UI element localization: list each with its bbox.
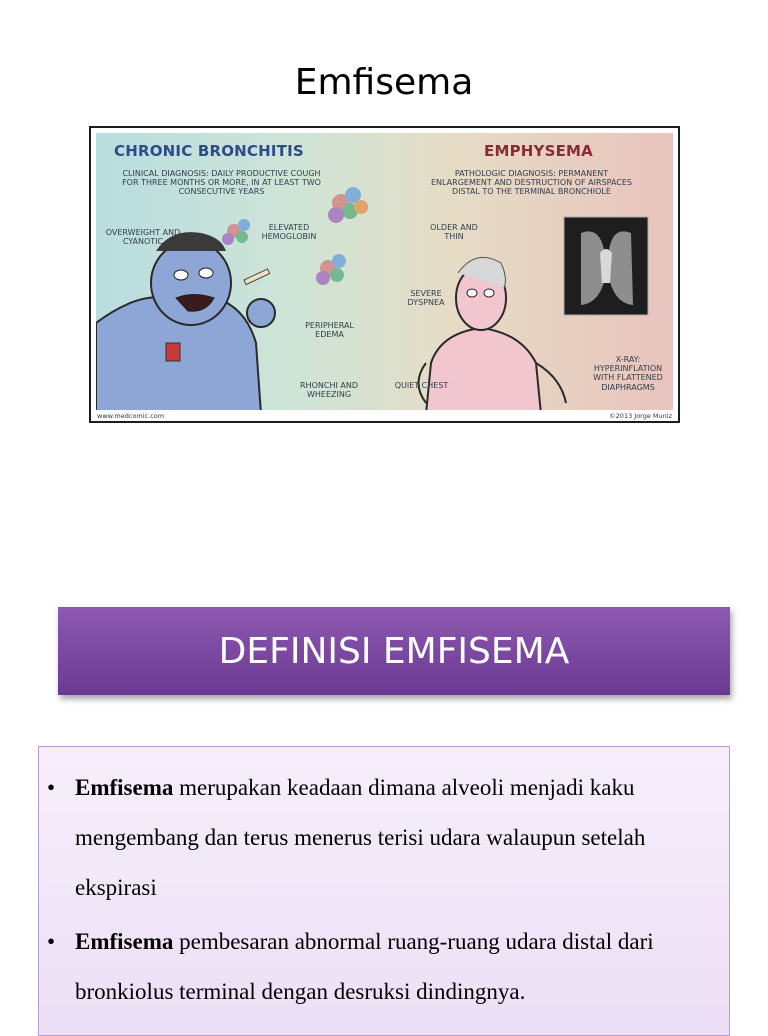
label-quiet-chest: QUIET CHEST xyxy=(394,381,449,390)
label-edema: PERIPHERAL EDEMA xyxy=(305,321,354,340)
label-rhonchi: RHONCHI AND WHEEZING xyxy=(300,381,358,400)
bronchitis-diagnosis: CLINICAL DIAGNOSIS: DAILY PRODUCTIVE COUGH FOR THREE MONTHS OR MORE, IN AT LEAST TWO CONSECUTIVE YEARS xyxy=(122,169,321,197)
slide-title: Emfisema xyxy=(294,62,474,103)
definition-text: merupakan keadaan dimana alveoli menjadi kaku mengembang dan terus menerus terisi udara walaupun setelah ekspirasi xyxy=(75,775,646,900)
emphysema-diagnosis: PATHOLOGIC DIAGNOSIS: PERMANENT ENLARGEMENT AND DESTRUCTION OF AIRSPACES DISTAL TO THE TERMINAL BRONCHIOLE xyxy=(430,169,633,197)
figure-copyright: ©2013 Jorge Muniz xyxy=(609,412,672,420)
label-older: OLDER AND THIN xyxy=(430,223,478,242)
figure-source-link: www.medcomic.com xyxy=(97,412,165,420)
definition-banner xyxy=(58,607,730,695)
chronic-bronchitis-heading: CHRONIC BRONCHITIS xyxy=(114,142,304,160)
bullet-dot-icon: • xyxy=(47,929,56,954)
definition-bullet-1 xyxy=(47,763,715,913)
label-overweight: OVERWEIGHT AND CYANOTIC xyxy=(105,228,181,247)
label-xray: X-RAY: HYPERINFLATION WITH FLATTENED DIAPHRAGMS xyxy=(593,355,663,392)
bronchitis-emphysema-illustration xyxy=(89,126,680,423)
label-hemoglobin: ELEVATED HEMOGLOBIN xyxy=(261,223,317,242)
label-dyspnea: SEVERE DYSPNEA xyxy=(407,289,445,308)
definition-text: pembesaran abnormal ruang-ruang udara distal dari bronkiolus terminal dengan desruksi dindingnya. xyxy=(75,929,654,1004)
definition-term: Emfisema xyxy=(75,929,174,954)
definition-box xyxy=(38,746,730,1036)
banner-title: DEFINISI EMFISEMA xyxy=(218,630,570,672)
definition-term: Emfisema xyxy=(75,775,174,800)
definition-bullet-2 xyxy=(47,917,715,1017)
bullet-dot-icon: • xyxy=(47,775,56,800)
illustration-canvas xyxy=(96,133,673,410)
emphysema-heading: EMPHYSEMA xyxy=(484,142,593,160)
